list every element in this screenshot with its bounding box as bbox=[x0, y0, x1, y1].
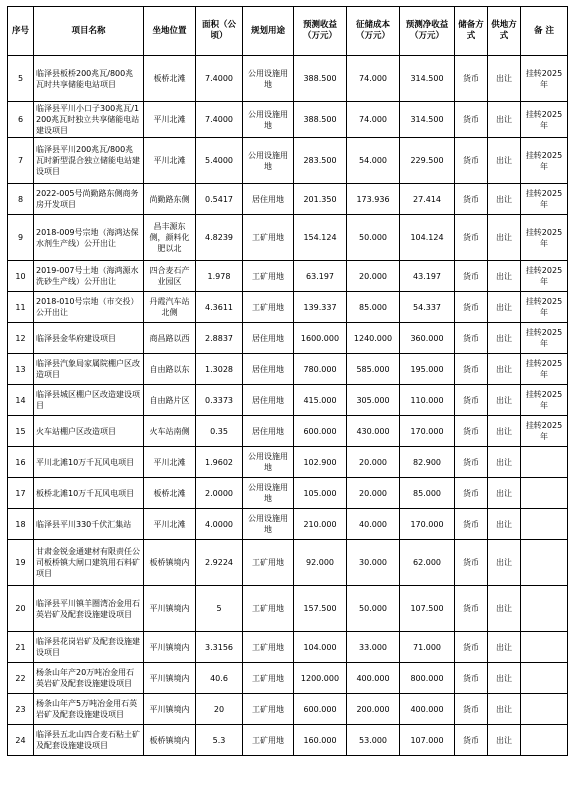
serial-number-cell: 12 bbox=[8, 323, 34, 354]
acquisition-cost-cell: 50.000 bbox=[347, 586, 400, 632]
reserve-method-cell: 货币 bbox=[455, 478, 488, 509]
reserve-method-cell: 货币 bbox=[455, 694, 488, 725]
remark-cell: 挂转2025年 bbox=[521, 102, 568, 138]
remark-cell bbox=[521, 632, 568, 663]
acquisition-cost-cell: 173.936 bbox=[347, 184, 400, 215]
acquisition-cost-cell: 20.000 bbox=[347, 478, 400, 509]
reserve-method-cell: 货币 bbox=[455, 663, 488, 694]
area-cell: 20 bbox=[196, 694, 243, 725]
header-cell: 征储成本（万元） bbox=[347, 7, 400, 56]
projected-revenue-cell: 1200.000 bbox=[294, 663, 347, 694]
location-cell: 商昌路以西 bbox=[144, 323, 196, 354]
area-cell: 5.3 bbox=[196, 725, 243, 756]
area-cell: 0.35 bbox=[196, 416, 243, 447]
projected-revenue-cell: 600.000 bbox=[294, 416, 347, 447]
serial-number-cell: 14 bbox=[8, 385, 34, 416]
remark-cell bbox=[521, 478, 568, 509]
reserve-method-cell: 货币 bbox=[455, 725, 488, 756]
projected-revenue-cell: 600.000 bbox=[294, 694, 347, 725]
projected-revenue-cell: 210.000 bbox=[294, 509, 347, 540]
net-revenue-cell: 107.500 bbox=[400, 586, 455, 632]
project-name-cell: 临泽县平川镇羊圈湾冶金用石英岩矿及配套设施建设项目 bbox=[34, 586, 144, 632]
projected-revenue-cell: 283.500 bbox=[294, 138, 347, 184]
table-row bbox=[8, 323, 568, 354]
header-cell: 面积（公顷） bbox=[196, 7, 243, 56]
project-name-cell: 杨条山年产20万吨冶金用石英岩矿及配套设施建设项目 bbox=[34, 663, 144, 694]
reserve-method-cell: 货币 bbox=[455, 184, 488, 215]
planned-use-cell: 工矿用地 bbox=[243, 292, 294, 323]
area-cell: 3.3156 bbox=[196, 632, 243, 663]
projected-revenue-cell: 415.000 bbox=[294, 385, 347, 416]
remark-cell: 挂转2025年 bbox=[521, 215, 568, 261]
table-row bbox=[8, 261, 568, 292]
table-header-row bbox=[8, 7, 568, 56]
project-name-cell: 杨条山年产5万吨冶金用石英岩矿及配套设施建设项目 bbox=[34, 694, 144, 725]
project-name-cell: 2018-010号宗地（市交投）公开出让 bbox=[34, 292, 144, 323]
planned-use-cell: 公用设施用地 bbox=[243, 447, 294, 478]
supply-method-cell: 出让 bbox=[488, 215, 521, 261]
planned-use-cell: 工矿用地 bbox=[243, 694, 294, 725]
project-name-cell: 2018-009号宗地（海鸿达保水剂生产线）公开出让 bbox=[34, 215, 144, 261]
reserve-method-cell: 货币 bbox=[455, 586, 488, 632]
net-revenue-cell: 170.000 bbox=[400, 509, 455, 540]
area-cell: 0.3373 bbox=[196, 385, 243, 416]
net-revenue-cell: 27.414 bbox=[400, 184, 455, 215]
reserve-method-cell: 货币 bbox=[455, 261, 488, 292]
project-name-cell: 2019-007号土地（海鸿源水洗砂生产线）公开出让 bbox=[34, 261, 144, 292]
remark-cell bbox=[521, 540, 568, 586]
project-name-cell: 临泽县平川330千伏汇集站 bbox=[34, 509, 144, 540]
acquisition-cost-cell: 40.000 bbox=[347, 509, 400, 540]
area-cell: 7.4000 bbox=[196, 102, 243, 138]
location-cell: 昌丰源东侧，颜料化肥以北 bbox=[144, 215, 196, 261]
table-row bbox=[8, 56, 568, 102]
supply-method-cell: 出让 bbox=[488, 184, 521, 215]
reserve-method-cell: 货币 bbox=[455, 447, 488, 478]
table-row bbox=[8, 725, 568, 756]
project-name-cell: 平川北滩10万千瓦风电项目 bbox=[34, 447, 144, 478]
supply-method-cell: 出让 bbox=[488, 416, 521, 447]
serial-number-cell: 17 bbox=[8, 478, 34, 509]
serial-number-cell: 9 bbox=[8, 215, 34, 261]
project-name-cell: 临泽县板桥200兆瓦/800兆瓦时共享储能电站项目 bbox=[34, 56, 144, 102]
serial-number-cell: 13 bbox=[8, 354, 34, 385]
reserve-method-cell: 货币 bbox=[455, 385, 488, 416]
document-page bbox=[7, 6, 568, 756]
header-cell: 序号 bbox=[8, 7, 34, 56]
area-cell: 4.0000 bbox=[196, 509, 243, 540]
table-row bbox=[8, 385, 568, 416]
project-name-cell: 板桥北滩10万千瓦风电项目 bbox=[34, 478, 144, 509]
location-cell: 四合麦石产业园区 bbox=[144, 261, 196, 292]
location-cell: 平川镇境内 bbox=[144, 632, 196, 663]
area-cell: 5.4000 bbox=[196, 138, 243, 184]
remark-cell bbox=[521, 725, 568, 756]
table-row bbox=[8, 138, 568, 184]
reserve-method-cell: 货币 bbox=[455, 354, 488, 385]
header-cell: 储备方式 bbox=[455, 7, 488, 56]
net-revenue-cell: 195.000 bbox=[400, 354, 455, 385]
net-revenue-cell: 229.500 bbox=[400, 138, 455, 184]
table-row bbox=[8, 354, 568, 385]
land-reserve-table bbox=[7, 6, 568, 756]
table-row bbox=[8, 416, 568, 447]
projected-revenue-cell: 104.000 bbox=[294, 632, 347, 663]
supply-method-cell: 出让 bbox=[488, 586, 521, 632]
remark-cell bbox=[521, 663, 568, 694]
supply-method-cell: 出让 bbox=[488, 138, 521, 184]
serial-number-cell: 24 bbox=[8, 725, 34, 756]
location-cell: 板桥北滩 bbox=[144, 478, 196, 509]
acquisition-cost-cell: 50.000 bbox=[347, 215, 400, 261]
area-cell: 0.5417 bbox=[196, 184, 243, 215]
net-revenue-cell: 800.000 bbox=[400, 663, 455, 694]
header-cell: 供地方式 bbox=[488, 7, 521, 56]
remark-cell bbox=[521, 509, 568, 540]
acquisition-cost-cell: 200.000 bbox=[347, 694, 400, 725]
acquisition-cost-cell: 85.000 bbox=[347, 292, 400, 323]
location-cell: 丹霞汽车站北侧 bbox=[144, 292, 196, 323]
project-name-cell: 临泽县平川200兆瓦/800兆瓦时新型混合独立储能电站建设项目 bbox=[34, 138, 144, 184]
reserve-method-cell: 货币 bbox=[455, 292, 488, 323]
area-cell: 4.3611 bbox=[196, 292, 243, 323]
planned-use-cell: 公用设施用地 bbox=[243, 478, 294, 509]
remark-cell: 挂转2025年 bbox=[521, 261, 568, 292]
area-cell: 1.978 bbox=[196, 261, 243, 292]
serial-number-cell: 18 bbox=[8, 509, 34, 540]
serial-number-cell: 7 bbox=[8, 138, 34, 184]
table-row bbox=[8, 215, 568, 261]
projected-revenue-cell: 105.000 bbox=[294, 478, 347, 509]
reserve-method-cell: 货币 bbox=[455, 138, 488, 184]
projected-revenue-cell: 388.500 bbox=[294, 102, 347, 138]
remark-cell: 挂转2025年 bbox=[521, 56, 568, 102]
project-name-cell: 甘肃金锐金通建材有限责任公司板桥镇大闸口建筑用石料矿项目 bbox=[34, 540, 144, 586]
location-cell: 平川镇境内 bbox=[144, 694, 196, 725]
reserve-method-cell: 货币 bbox=[455, 632, 488, 663]
area-cell: 1.9602 bbox=[196, 447, 243, 478]
location-cell: 自由路片区 bbox=[144, 385, 196, 416]
acquisition-cost-cell: 54.000 bbox=[347, 138, 400, 184]
net-revenue-cell: 314.500 bbox=[400, 102, 455, 138]
supply-method-cell: 出让 bbox=[488, 447, 521, 478]
planned-use-cell: 公用设施用地 bbox=[243, 138, 294, 184]
area-cell: 40.6 bbox=[196, 663, 243, 694]
net-revenue-cell: 71.000 bbox=[400, 632, 455, 663]
project-name-cell: 2022-005号尚勤路东侧商务房开发项目 bbox=[34, 184, 144, 215]
reserve-method-cell: 货币 bbox=[455, 56, 488, 102]
projected-revenue-cell: 154.124 bbox=[294, 215, 347, 261]
reserve-method-cell: 货币 bbox=[455, 540, 488, 586]
planned-use-cell: 公用设施用地 bbox=[243, 509, 294, 540]
location-cell: 尚勤路东侧 bbox=[144, 184, 196, 215]
projected-revenue-cell: 92.000 bbox=[294, 540, 347, 586]
remark-cell bbox=[521, 694, 568, 725]
supply-method-cell: 出让 bbox=[488, 385, 521, 416]
projected-revenue-cell: 139.337 bbox=[294, 292, 347, 323]
supply-method-cell: 出让 bbox=[488, 56, 521, 102]
acquisition-cost-cell: 30.000 bbox=[347, 540, 400, 586]
supply-method-cell: 出让 bbox=[488, 725, 521, 756]
serial-number-cell: 22 bbox=[8, 663, 34, 694]
supply-method-cell: 出让 bbox=[488, 354, 521, 385]
acquisition-cost-cell: 74.000 bbox=[347, 56, 400, 102]
net-revenue-cell: 82.900 bbox=[400, 447, 455, 478]
planned-use-cell: 工矿用地 bbox=[243, 632, 294, 663]
reserve-method-cell: 货币 bbox=[455, 102, 488, 138]
supply-method-cell: 出让 bbox=[488, 102, 521, 138]
net-revenue-cell: 54.337 bbox=[400, 292, 455, 323]
table-row bbox=[8, 447, 568, 478]
remark-cell bbox=[521, 586, 568, 632]
projected-revenue-cell: 63.197 bbox=[294, 261, 347, 292]
planned-use-cell: 居住用地 bbox=[243, 184, 294, 215]
planned-use-cell: 公用设施用地 bbox=[243, 102, 294, 138]
remark-cell: 挂转2025年 bbox=[521, 292, 568, 323]
net-revenue-cell: 104.124 bbox=[400, 215, 455, 261]
table-row bbox=[8, 478, 568, 509]
header-cell: 备 注 bbox=[521, 7, 568, 56]
supply-method-cell: 出让 bbox=[488, 632, 521, 663]
project-name-cell: 火车站棚户区改造项目 bbox=[34, 416, 144, 447]
planned-use-cell: 工矿用地 bbox=[243, 215, 294, 261]
net-revenue-cell: 314.500 bbox=[400, 56, 455, 102]
area-cell: 4.8239 bbox=[196, 215, 243, 261]
reserve-method-cell: 货币 bbox=[455, 509, 488, 540]
planned-use-cell: 居住用地 bbox=[243, 354, 294, 385]
supply-method-cell: 出让 bbox=[488, 292, 521, 323]
header-cell: 坐地位置 bbox=[144, 7, 196, 56]
projected-revenue-cell: 1600.000 bbox=[294, 323, 347, 354]
planned-use-cell: 居住用地 bbox=[243, 416, 294, 447]
location-cell: 火车站南侧 bbox=[144, 416, 196, 447]
acquisition-cost-cell: 400.000 bbox=[347, 663, 400, 694]
reserve-method-cell: 货币 bbox=[455, 416, 488, 447]
location-cell: 平川镇境内 bbox=[144, 586, 196, 632]
remark-cell: 挂转2025年 bbox=[521, 354, 568, 385]
planned-use-cell: 工矿用地 bbox=[243, 663, 294, 694]
serial-number-cell: 15 bbox=[8, 416, 34, 447]
net-revenue-cell: 43.197 bbox=[400, 261, 455, 292]
area-cell: 2.0000 bbox=[196, 478, 243, 509]
serial-number-cell: 6 bbox=[8, 102, 34, 138]
acquisition-cost-cell: 430.000 bbox=[347, 416, 400, 447]
table-row bbox=[8, 663, 568, 694]
projected-revenue-cell: 780.000 bbox=[294, 354, 347, 385]
location-cell: 板桥镇境内 bbox=[144, 725, 196, 756]
projected-revenue-cell: 157.500 bbox=[294, 586, 347, 632]
supply-method-cell: 出让 bbox=[488, 663, 521, 694]
header-cell: 项目名称 bbox=[34, 7, 144, 56]
planned-use-cell: 居住用地 bbox=[243, 385, 294, 416]
supply-method-cell: 出让 bbox=[488, 540, 521, 586]
planned-use-cell: 工矿用地 bbox=[243, 261, 294, 292]
header-cell: 规划用途 bbox=[243, 7, 294, 56]
location-cell: 板桥北滩 bbox=[144, 56, 196, 102]
location-cell: 平川北滩 bbox=[144, 509, 196, 540]
location-cell: 板桥镇境内 bbox=[144, 540, 196, 586]
remark-cell: 挂转2025年 bbox=[521, 416, 568, 447]
supply-method-cell: 出让 bbox=[488, 694, 521, 725]
serial-number-cell: 8 bbox=[8, 184, 34, 215]
table-row bbox=[8, 632, 568, 663]
table-row bbox=[8, 509, 568, 540]
serial-number-cell: 10 bbox=[8, 261, 34, 292]
supply-method-cell: 出让 bbox=[488, 509, 521, 540]
remark-cell: 挂转2025年 bbox=[521, 184, 568, 215]
project-name-cell: 临泽县汽象局家属院棚户区改造项目 bbox=[34, 354, 144, 385]
reserve-method-cell: 货币 bbox=[455, 215, 488, 261]
net-revenue-cell: 62.000 bbox=[400, 540, 455, 586]
net-revenue-cell: 107.000 bbox=[400, 725, 455, 756]
serial-number-cell: 23 bbox=[8, 694, 34, 725]
planned-use-cell: 公用设施用地 bbox=[243, 56, 294, 102]
location-cell: 平川北滩 bbox=[144, 138, 196, 184]
projected-revenue-cell: 160.000 bbox=[294, 725, 347, 756]
reserve-method-cell: 货币 bbox=[455, 323, 488, 354]
planned-use-cell: 工矿用地 bbox=[243, 586, 294, 632]
acquisition-cost-cell: 53.000 bbox=[347, 725, 400, 756]
project-name-cell: 临泽县金华府建设项目 bbox=[34, 323, 144, 354]
area-cell: 5 bbox=[196, 586, 243, 632]
project-name-cell: 临泽县花岗岩矿及配套设施建设项目 bbox=[34, 632, 144, 663]
serial-number-cell: 20 bbox=[8, 586, 34, 632]
projected-revenue-cell: 102.900 bbox=[294, 447, 347, 478]
planned-use-cell: 居住用地 bbox=[243, 323, 294, 354]
location-cell: 平川镇境内 bbox=[144, 663, 196, 694]
area-cell: 2.9224 bbox=[196, 540, 243, 586]
project-name-cell: 临泽县平川小口子300兆瓦/1200兆瓦时独立共享储能电站建设项目 bbox=[34, 102, 144, 138]
table-row bbox=[8, 102, 568, 138]
project-name-cell: 临泽县五北山四合麦石粘土矿及配套设施建设项目 bbox=[34, 725, 144, 756]
net-revenue-cell: 170.000 bbox=[400, 416, 455, 447]
header-cell: 预测净收益（万元） bbox=[400, 7, 455, 56]
acquisition-cost-cell: 20.000 bbox=[347, 261, 400, 292]
project-name-cell: 临泽县城区棚户区改造建设项目 bbox=[34, 385, 144, 416]
location-cell: 自由路以东 bbox=[144, 354, 196, 385]
net-revenue-cell: 360.000 bbox=[400, 323, 455, 354]
remark-cell: 挂转2025年 bbox=[521, 138, 568, 184]
net-revenue-cell: 85.000 bbox=[400, 478, 455, 509]
location-cell: 平川北滩 bbox=[144, 447, 196, 478]
serial-number-cell: 21 bbox=[8, 632, 34, 663]
remark-cell: 挂转2025年 bbox=[521, 323, 568, 354]
serial-number-cell: 5 bbox=[8, 56, 34, 102]
net-revenue-cell: 400.000 bbox=[400, 694, 455, 725]
serial-number-cell: 19 bbox=[8, 540, 34, 586]
projected-revenue-cell: 388.500 bbox=[294, 56, 347, 102]
table-row bbox=[8, 586, 568, 632]
acquisition-cost-cell: 20.000 bbox=[347, 447, 400, 478]
acquisition-cost-cell: 585.000 bbox=[347, 354, 400, 385]
net-revenue-cell: 110.000 bbox=[400, 385, 455, 416]
supply-method-cell: 出让 bbox=[488, 261, 521, 292]
table-row bbox=[8, 292, 568, 323]
table-row bbox=[8, 540, 568, 586]
area-cell: 1.3028 bbox=[196, 354, 243, 385]
acquisition-cost-cell: 305.000 bbox=[347, 385, 400, 416]
acquisition-cost-cell: 33.000 bbox=[347, 632, 400, 663]
projected-revenue-cell: 201.350 bbox=[294, 184, 347, 215]
table-row bbox=[8, 694, 568, 725]
table-row bbox=[8, 184, 568, 215]
remark-cell bbox=[521, 447, 568, 478]
area-cell: 7.4000 bbox=[196, 56, 243, 102]
planned-use-cell: 工矿用地 bbox=[243, 540, 294, 586]
serial-number-cell: 11 bbox=[8, 292, 34, 323]
planned-use-cell: 工矿用地 bbox=[243, 725, 294, 756]
header-cell: 预测收益（万元） bbox=[294, 7, 347, 56]
remark-cell: 挂转2025年 bbox=[521, 385, 568, 416]
acquisition-cost-cell: 1240.000 bbox=[347, 323, 400, 354]
area-cell: 2.8837 bbox=[196, 323, 243, 354]
serial-number-cell: 16 bbox=[8, 447, 34, 478]
acquisition-cost-cell: 74.000 bbox=[347, 102, 400, 138]
location-cell: 平川北滩 bbox=[144, 102, 196, 138]
supply-method-cell: 出让 bbox=[488, 323, 521, 354]
supply-method-cell: 出让 bbox=[488, 478, 521, 509]
